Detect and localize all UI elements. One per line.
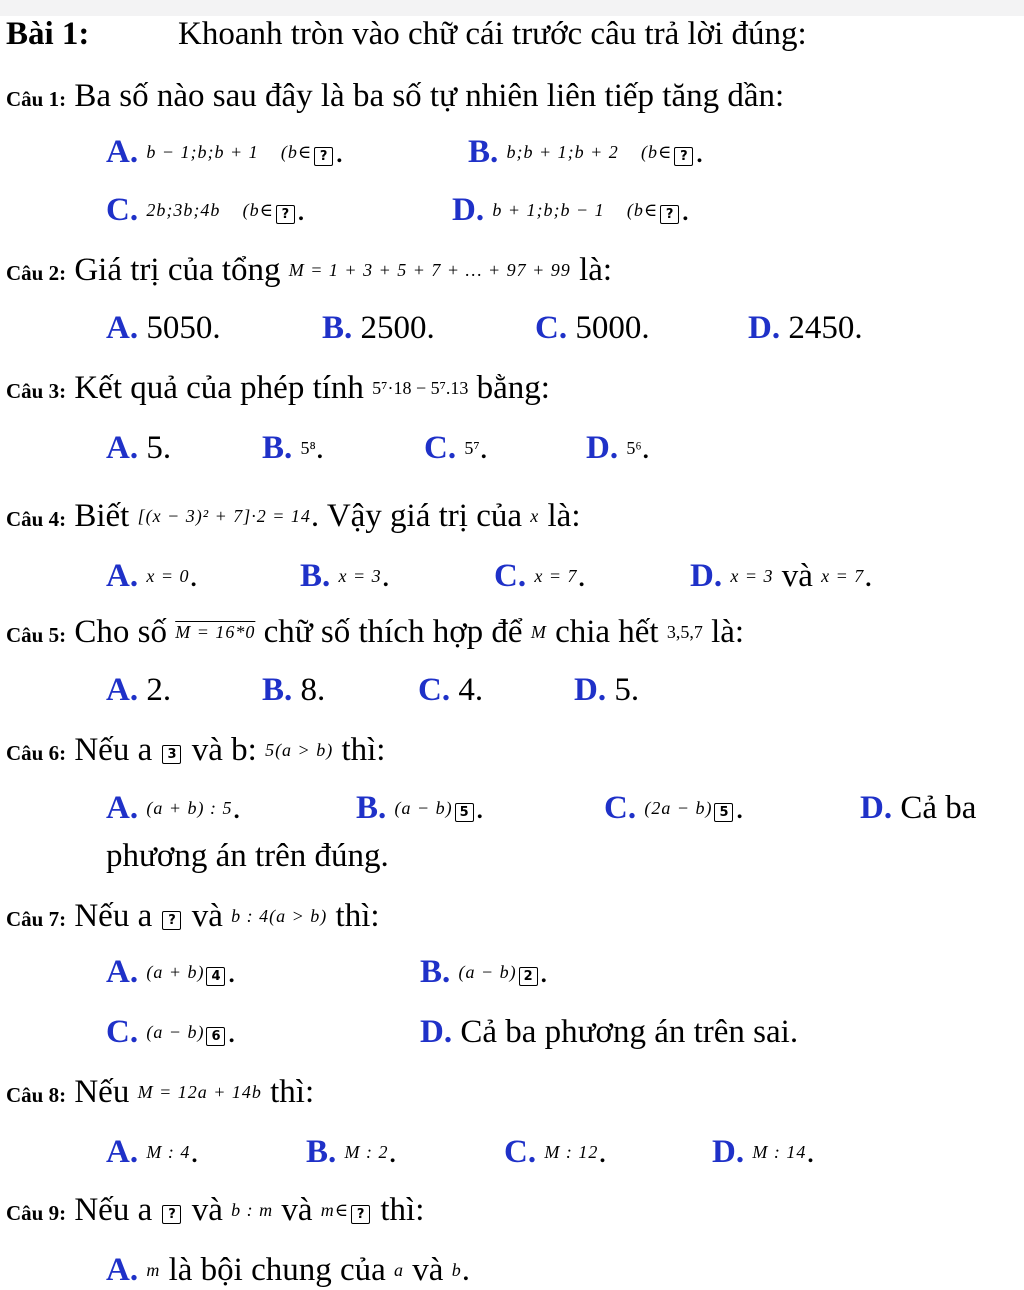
option-letter: A. xyxy=(106,954,139,990)
option-letter: C. xyxy=(535,310,568,346)
option-math: (a − b) xyxy=(146,1022,205,1042)
placeholder-box-icon: ? xyxy=(162,911,181,930)
option-1a[interactable] xyxy=(106,132,343,172)
option-7d[interactable] xyxy=(420,1012,798,1052)
option-math-cond: (b∈ xyxy=(242,200,274,220)
option-letter: A. xyxy=(106,430,139,466)
option-letter: C. xyxy=(424,430,457,466)
option-math: (a − b) xyxy=(394,798,453,818)
option-math-cond: (b∈ xyxy=(641,142,673,162)
option-letter: A. xyxy=(106,672,139,708)
option-letter: D. xyxy=(586,430,619,466)
option-tail: . xyxy=(190,1134,199,1170)
option-3b[interactable] xyxy=(262,428,324,468)
option-8d[interactable] xyxy=(712,1132,815,1172)
option-letter: A. xyxy=(106,134,139,170)
question-math: b : 4(a > b) xyxy=(231,906,328,926)
option-and: và xyxy=(412,1252,444,1288)
question-label: Câu 5: xyxy=(6,623,67,647)
question-tail: bằng: xyxy=(476,370,550,406)
question-1 xyxy=(6,76,784,119)
question-text: Nếu a xyxy=(74,732,153,768)
placeholder-box-icon: ? xyxy=(674,147,693,166)
option-2a[interactable] xyxy=(106,308,221,348)
placeholder-box-icon: 4 xyxy=(206,967,225,986)
question-5 xyxy=(6,612,744,655)
question-math-2: 3,5,7 xyxy=(666,622,703,642)
question-label: Câu 9: xyxy=(6,1201,67,1225)
option-text: 5000. xyxy=(575,310,650,346)
option-math: b − 1;b;b + 1 xyxy=(146,142,259,162)
placeholder-box-icon: 5 xyxy=(455,803,474,822)
option-5d[interactable] xyxy=(574,670,639,710)
question-tail: là: xyxy=(579,252,613,288)
question-math: M = 1 + 3 + 5 + 7 + … + 97 + 99 xyxy=(288,260,571,280)
option-2b[interactable] xyxy=(322,308,435,348)
option-math: (2a − b) xyxy=(644,798,713,818)
question-math: [(x − 3)² + 7]·2 = 14 xyxy=(137,506,311,526)
option-tail: . xyxy=(381,558,390,594)
question-label: Câu 2: xyxy=(6,261,67,285)
option-math: 5⁸ xyxy=(300,438,316,458)
option-4a[interactable] xyxy=(106,556,198,596)
option-3d[interactable] xyxy=(586,428,650,468)
option-letter: B. xyxy=(322,310,353,346)
option-math: (a + b) xyxy=(146,962,205,982)
question-tail: là: xyxy=(711,614,745,650)
placeholder-box-icon: 5 xyxy=(714,803,733,822)
option-text: 5. xyxy=(146,430,172,466)
option-6c[interactable] xyxy=(604,788,744,828)
question-mid: và b: xyxy=(191,732,257,768)
question-text: Nếu a xyxy=(74,1192,153,1228)
option-4c[interactable] xyxy=(494,556,586,596)
question-tail: thì: xyxy=(270,1074,315,1110)
option-tail: . xyxy=(475,790,484,826)
option-tail: . xyxy=(539,954,548,990)
question-text: Giá trị của tổng xyxy=(74,252,281,288)
option-tail: . xyxy=(598,1134,607,1170)
option-math-cond: (b∈ xyxy=(626,200,659,220)
option-tail: . xyxy=(577,558,586,594)
question-text: Kết quả của phép tính xyxy=(74,370,364,406)
option-tail: . xyxy=(335,134,344,170)
option-math: x = 0 xyxy=(146,566,190,586)
option-tail: . xyxy=(695,134,704,170)
option-8c[interactable] xyxy=(504,1132,607,1172)
option-letter: B. xyxy=(262,672,293,708)
option-math-cond: (b∈ xyxy=(280,142,313,162)
placeholder-box-icon: ? xyxy=(314,147,333,166)
option-9a[interactable] xyxy=(106,1250,470,1290)
option-math: x = 3 xyxy=(730,566,774,586)
option-tail: . xyxy=(461,1252,470,1288)
question-label: Câu 8: xyxy=(6,1083,67,1107)
placeholder-box-icon: 2 xyxy=(519,967,538,986)
question-7 xyxy=(6,896,380,939)
option-math: x = 3 xyxy=(338,566,382,586)
option-4b[interactable] xyxy=(300,556,390,596)
placeholder-box-icon: ? xyxy=(162,1205,181,1224)
option-tail: . xyxy=(232,790,241,826)
option-text: 8. xyxy=(300,672,326,708)
question-text: Nếu xyxy=(74,1074,130,1110)
option-letter: B. xyxy=(300,558,331,594)
option-var: m xyxy=(146,1260,161,1280)
option-5a[interactable] xyxy=(106,670,171,710)
question-mid: và xyxy=(191,898,223,934)
question-math: 5(a > b) xyxy=(265,740,334,760)
option-tail: . xyxy=(227,954,236,990)
option-math: x = 7 xyxy=(821,566,865,586)
option-6b[interactable] xyxy=(356,788,484,828)
placeholder-box-icon: ? xyxy=(276,205,295,224)
option-math: b + 1;b;b − 1 xyxy=(492,200,605,220)
option-letter: D. xyxy=(860,790,893,826)
question-3 xyxy=(6,368,550,411)
option-math: x = 7 xyxy=(534,566,578,586)
question-var: M xyxy=(530,622,547,642)
option-math: M : 12 xyxy=(544,1142,599,1162)
question-4 xyxy=(6,496,580,539)
option-math: M : 4 xyxy=(146,1142,191,1162)
option-math: (a − b) xyxy=(458,962,517,982)
option-tail: . xyxy=(681,192,690,228)
question-mid2: chia hết xyxy=(555,614,659,650)
question-math-2: m∈ xyxy=(320,1200,350,1220)
question-2 xyxy=(6,250,612,293)
option-letter: B. xyxy=(420,954,451,990)
option-5b[interactable] xyxy=(262,670,325,710)
option-6a[interactable] xyxy=(106,788,241,828)
option-text: là bội chung của xyxy=(168,1252,386,1288)
option-text: 2. xyxy=(146,672,172,708)
option-math: 5⁶ xyxy=(626,438,642,458)
placeholder-box-icon: 3 xyxy=(162,745,181,764)
option-letter: D. xyxy=(712,1134,745,1170)
question-tail: là: xyxy=(547,498,581,534)
question-8 xyxy=(6,1072,314,1115)
option-8b[interactable] xyxy=(306,1132,397,1172)
option-letter: B. xyxy=(356,790,387,826)
option-and: và xyxy=(781,558,813,594)
option-7c[interactable] xyxy=(106,1012,236,1052)
option-1c[interactable] xyxy=(106,190,305,230)
placeholder-box-icon: ? xyxy=(660,205,679,224)
option-tail: . xyxy=(735,790,744,826)
option-letter: A. xyxy=(106,790,139,826)
option-math: 2b;3b;4b xyxy=(146,200,221,220)
option-letter: D. xyxy=(748,310,781,346)
option-4d[interactable] xyxy=(690,556,873,596)
question-text: Biết xyxy=(74,498,130,534)
option-letter: A. xyxy=(106,310,139,346)
exercise-label: Bài 1: xyxy=(6,16,90,52)
option-math: M : 2 xyxy=(344,1142,389,1162)
option-1b[interactable] xyxy=(468,132,704,172)
option-7b[interactable] xyxy=(420,952,548,992)
option-tail: . xyxy=(388,1134,397,1170)
option-tail: . xyxy=(806,1134,815,1170)
option-tail: . xyxy=(641,430,650,466)
option-letter: D. xyxy=(690,558,723,594)
placeholder-box-icon: 6 xyxy=(206,1027,225,1046)
option-letter: A. xyxy=(106,558,139,594)
question-tail: thì: xyxy=(335,898,380,934)
option-1d[interactable] xyxy=(452,190,689,230)
option-letter: C. xyxy=(494,558,527,594)
option-letter: C. xyxy=(418,672,451,708)
option-tail: . xyxy=(479,430,488,466)
question-label: Câu 6: xyxy=(6,741,67,765)
exercise-header xyxy=(6,14,807,54)
question-9 xyxy=(6,1190,424,1233)
question-label: Câu 1: xyxy=(6,87,67,111)
option-tail: . xyxy=(864,558,873,594)
option-letter: C. xyxy=(504,1134,537,1170)
option-text: Cả ba xyxy=(900,790,977,826)
question-var: x xyxy=(530,506,540,526)
option-letter: D. xyxy=(452,192,485,228)
option-7a[interactable] xyxy=(106,952,236,992)
question-math: b : m xyxy=(231,1200,274,1220)
option-tail: . xyxy=(315,430,325,466)
option-3a[interactable] xyxy=(106,428,171,468)
question-mid: và xyxy=(191,1192,223,1228)
question-math: M = 12a + 14b xyxy=(137,1082,262,1102)
option-letter: C. xyxy=(106,192,139,228)
option-math: b;b + 1;b + 2 xyxy=(506,142,619,162)
option-5c[interactable] xyxy=(418,670,483,710)
option-tail: . xyxy=(189,558,198,594)
question-mid2: và xyxy=(281,1192,313,1228)
option-6d[interactable] xyxy=(860,788,976,828)
option-letter: D. xyxy=(420,1014,453,1050)
option-letter: C. xyxy=(106,1014,139,1050)
option-letter: D. xyxy=(574,672,607,708)
question-label: Câu 3: xyxy=(6,379,67,403)
question-tail: thì: xyxy=(380,1192,425,1228)
option-letter: A. xyxy=(106,1252,139,1288)
option-6d-continuation xyxy=(106,836,389,876)
option-letter: B. xyxy=(262,430,293,466)
question-label: Câu 7: xyxy=(6,907,67,931)
option-tail: . xyxy=(296,192,306,228)
option-var: a xyxy=(394,1260,405,1280)
option-math: M : 14 xyxy=(752,1142,807,1162)
question-text: Ba số nào sau đây là ba số tự nhiên liên tiếp tăng dần: xyxy=(74,78,785,114)
question-6 xyxy=(6,730,385,773)
option-2d[interactable] xyxy=(748,308,863,348)
option-text: 5050. xyxy=(146,310,221,346)
option-3c[interactable] xyxy=(424,428,488,468)
placeholder-box-icon: ? xyxy=(351,1205,370,1224)
question-math: M = 16*0 xyxy=(175,622,256,642)
option-2c[interactable] xyxy=(535,308,650,348)
question-text: Nếu a xyxy=(74,898,153,934)
option-letter: C. xyxy=(604,790,637,826)
question-tail: thì: xyxy=(341,732,386,768)
question-label: Câu 4: xyxy=(6,507,67,531)
question-math: 5⁷·18 − 5⁷.13 xyxy=(372,378,469,398)
option-tail: . xyxy=(227,1014,236,1050)
option-letter: B. xyxy=(468,134,499,170)
option-letter: A. xyxy=(106,1134,139,1170)
option-text: 2450. xyxy=(788,310,863,346)
option-letter: B. xyxy=(306,1134,337,1170)
exercise-instruction: Khoanh tròn vào chữ cái trước câu trả lời đúng: xyxy=(178,16,807,52)
option-text: 4. xyxy=(458,672,484,708)
question-mid: chữ số thích hợp để xyxy=(263,614,523,650)
option-math: 5⁷ xyxy=(464,438,480,458)
option-8a[interactable] xyxy=(106,1132,199,1172)
option-math: (a + b) : 5 xyxy=(146,798,233,818)
option-var: b xyxy=(451,1260,462,1280)
option-text: Cả ba phương án trên sai. xyxy=(460,1014,799,1050)
option-text: 2500. xyxy=(360,310,435,346)
question-mid: . Vậy giá trị của xyxy=(310,498,522,534)
question-text: Cho số xyxy=(74,614,167,650)
option-text: 5. xyxy=(614,672,640,708)
option-text: phương án trên đúng. xyxy=(106,838,389,874)
